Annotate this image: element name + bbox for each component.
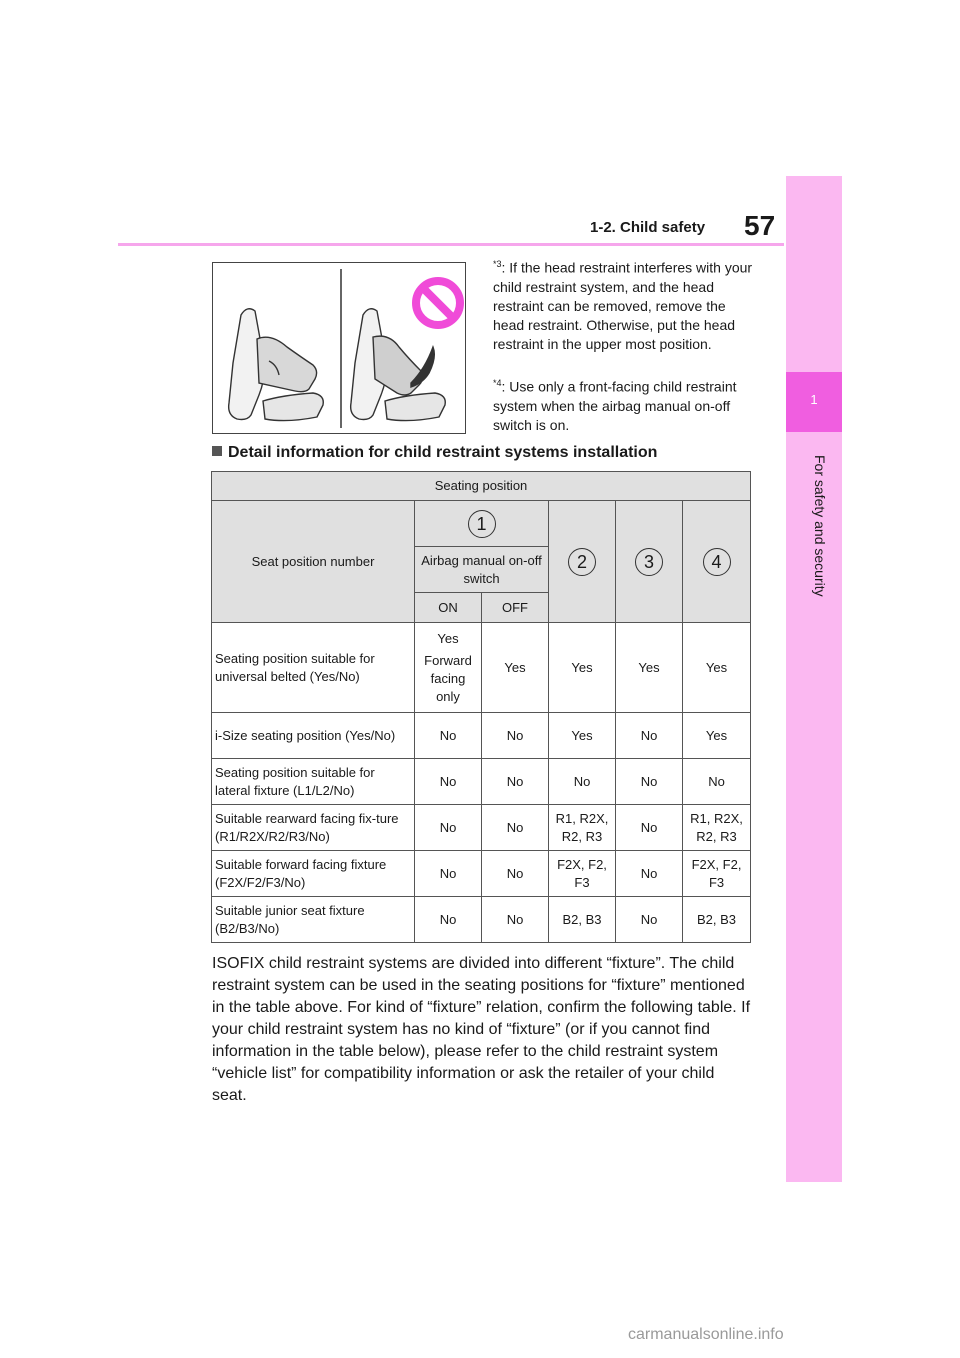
table-cell: No [415,851,482,897]
note-3 [493,255,753,354]
chapter-title: For safety and security [812,455,828,597]
position-4-header [683,501,751,623]
row-label: Seating position suitable for lateral fixture (L1/L2/No) [212,759,415,805]
note-4 [493,374,753,435]
table-row [212,713,751,759]
table-cell: Yes [683,713,751,759]
table-cell: Yes [616,623,683,713]
position-2-header [549,501,616,623]
row-label: Suitable forward facing fixture (F2X/F2/F3/No) [212,851,415,897]
table-cell: Yes [549,623,616,713]
table-cell: Yes [482,623,549,713]
position-1-badge: 1 [468,510,496,538]
airbag-off-label: OFF [482,593,549,623]
airbag-on-label: ON [415,593,482,623]
page-number: 57 [744,210,776,241]
universal-on-yes: Yes [437,630,459,646]
universal-on-detail: Forward facing only [424,652,472,704]
table-cell: No [415,897,482,943]
table-cell: No [616,713,683,759]
table-cell: No [415,805,482,851]
isofix-paragraph: ISOFIX child restraint systems are divided into different “fixture”. The child restraint system can be used in the seating positions for “fixture” mentioned in the table above. For kind of “fixture” relation, confirm the following table. If your child restraint system has no kind of “fixture” (or if you cannot find information in the table below), please refer to the child restraint system “vehicle list” for compatibility information or ask the retailer of your child seat. [212,955,751,1104]
square-bullet-icon [212,446,222,456]
position-1-header [415,501,549,547]
table-cell: B2, B3 [549,897,616,943]
table-cell: No [482,851,549,897]
table-cell: No [616,897,683,943]
note-4-text: : Use only a front-facing child restraint system when the airbag manual on-off switch is on. [493,378,737,433]
note-3-text: : If the head restraint interferes with your child restraint system, and the head restraint can be removed, remove the head restraint. Otherwise, put the head restraint in the upper most position. [493,259,753,352]
table-cell: No [616,759,683,805]
section-heading-text: Detail information for child restraint systems installation [228,444,658,461]
chapter-sidebar [786,176,842,1182]
table-cell: F2X, F2, F3 [549,851,616,897]
table-cell: F2X, F2, F3 [683,851,751,897]
note-3-marker: *3 [493,259,502,269]
table-cell: No [482,897,549,943]
airbag-switch-label: Airbag manual on-off switch [415,547,549,593]
child-seat-drawing [213,263,465,433]
table-cell: No [683,759,751,805]
table-cell: No [616,851,683,897]
position-2-badge: 2 [568,548,596,576]
header-rule [118,243,784,246]
table-cell: No [415,713,482,759]
table-cell: R1, R2X, R2, R3 [683,805,751,851]
table-cell: No [616,805,683,851]
table-cell [415,623,482,713]
row-label: Suitable junior seat fixture (B2/B3/No) [212,897,415,943]
row-label: i-Size seating position (Yes/No) [212,713,415,759]
section-heading [212,444,657,462]
table-cell: No [415,759,482,805]
table-cell: No [549,759,616,805]
position-4-badge: 4 [703,548,731,576]
section-title: 1-2. Child safety [590,219,706,236]
table-row [212,851,751,897]
child-restraint-table [211,471,751,943]
table-cell: Yes [549,713,616,759]
seat-illustration [212,262,466,434]
table-cell: No [482,805,549,851]
table-row [212,759,751,805]
seating-position-header: Seating position [212,472,751,501]
note-4-marker: *4 [493,378,502,388]
seat-position-number-label: Seat position number [212,501,415,623]
table-row [212,623,751,713]
position-3-header [616,501,683,623]
table-cell: No [482,713,549,759]
position-3-badge: 3 [635,548,663,576]
table-row [212,805,751,851]
table-cell: R1, R2X, R2, R3 [549,805,616,851]
seat-correct-icon [229,309,324,421]
footer-watermark[interactable]: carmanualsonline.info [628,1326,784,1343]
table-cell: B2, B3 [683,897,751,943]
table-cell: No [482,759,549,805]
row-label: Seating position suitable for universal belted (Yes/No) [212,623,415,713]
table-cell: Yes [683,623,751,713]
prohibited-icon [416,281,460,325]
table-row [212,897,751,943]
chapter-number: 1 [810,392,818,407]
row-label: Suitable rearward facing fix-ture (R1/R2X/R2/R3/No) [212,805,415,851]
